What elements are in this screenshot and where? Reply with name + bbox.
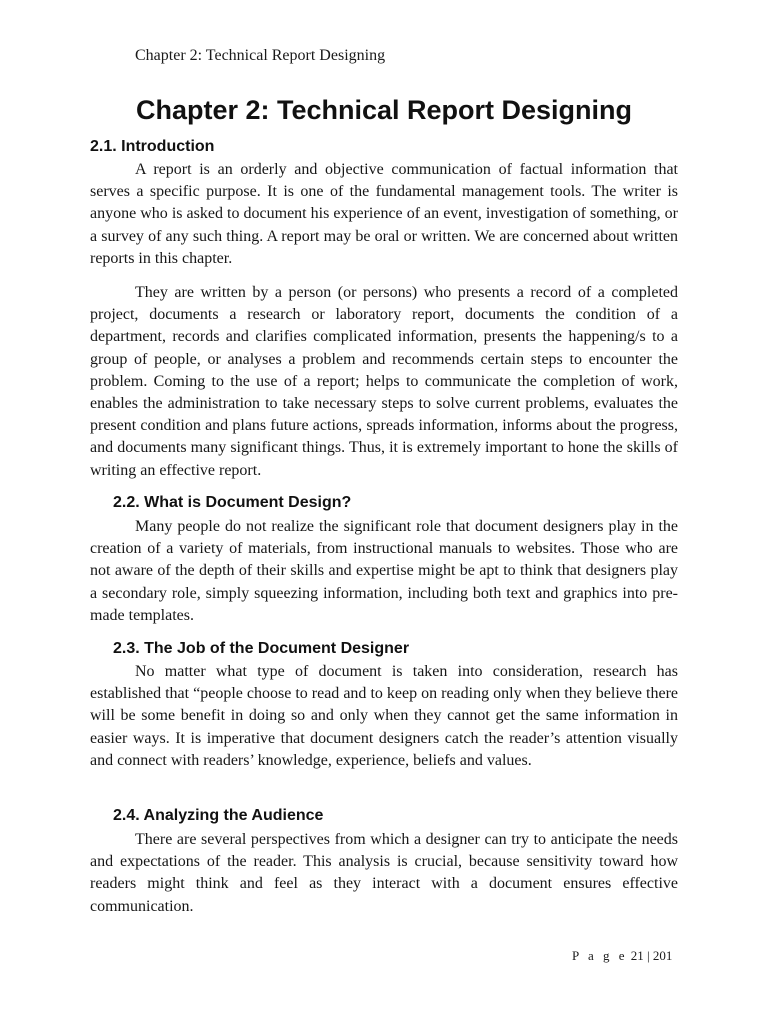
section-heading-job: 2.3. The Job of the Document Designer bbox=[113, 640, 410, 657]
page-footer bbox=[572, 948, 672, 964]
section-heading-introduction: 2.1. Introduction bbox=[90, 138, 215, 155]
paragraph-intro-2: They are written by a person (or persons) who presents a record of a completed project, documents a research or laboratory report, documents the condition of a department, records and clarifies complicated information, presents the happening/s to a group of people, or analyses a problem and recommends certain steps to encounter the problem. Coming to the use of a report; helps to communicate the completion of work, enables the administration to take necessary steps to solve current problems, evaluates the present condition and plans future actions, spreads information, informs about the progress, and documents many significant things. Thus, it is extremely important to hone the skills of writing an effective report. bbox=[90, 284, 678, 479]
paragraph-audience: There are several perspectives from which a designer can try to anticipate the needs and expectations of the reader. This analysis is crucial, because sensitivity toward how readers might think and feel as they interact with a document ensures effective communication. bbox=[90, 831, 678, 915]
page-label: P a g e bbox=[572, 948, 628, 963]
section-heading-audience: 2.4. Analyzing the Audience bbox=[113, 807, 324, 824]
running-header: Chapter 2: Technical Report Designing bbox=[135, 47, 386, 64]
section-heading-document-design: 2.2. What is Document Design? bbox=[113, 494, 352, 511]
chapter-title: Chapter 2: Technical Report Designing bbox=[135, 95, 633, 125]
paragraph-intro-1: A report is an orderly and objective communication of factual information that serves a specific purpose. It is one of the fundamental management tools. The writer is anyone who is asked to document his experience of an event, investigation of something, or a survey of any such thing. A report may be oral or written. We are concerned about written reports in this chapter. bbox=[90, 161, 678, 267]
total-pages: 201 bbox=[652, 948, 673, 963]
page-number: 21 bbox=[630, 948, 644, 963]
page-separator: | bbox=[647, 948, 650, 963]
paragraph-job: No matter what type of document is taken into consideration, research has established that “people choose to read and to keep on reading only when they believe there will be some benefit in doing so and only when they cannot get the same information in easier ways. It is imperative that document designers catch the reader’s attention visually and connect with readers’ knowledge, experience, beliefs and values. bbox=[90, 663, 678, 769]
paragraph-document-design: Many people do not realize the significant role that document designers play in the creation of a variety of materials, from instructional manuals to websites. Those who are not aware of the depth of their skills and expertise might be apt to think that designers play a secondary role, simply squeezing information, including both text and graphics into pre-made templates. bbox=[90, 518, 678, 624]
